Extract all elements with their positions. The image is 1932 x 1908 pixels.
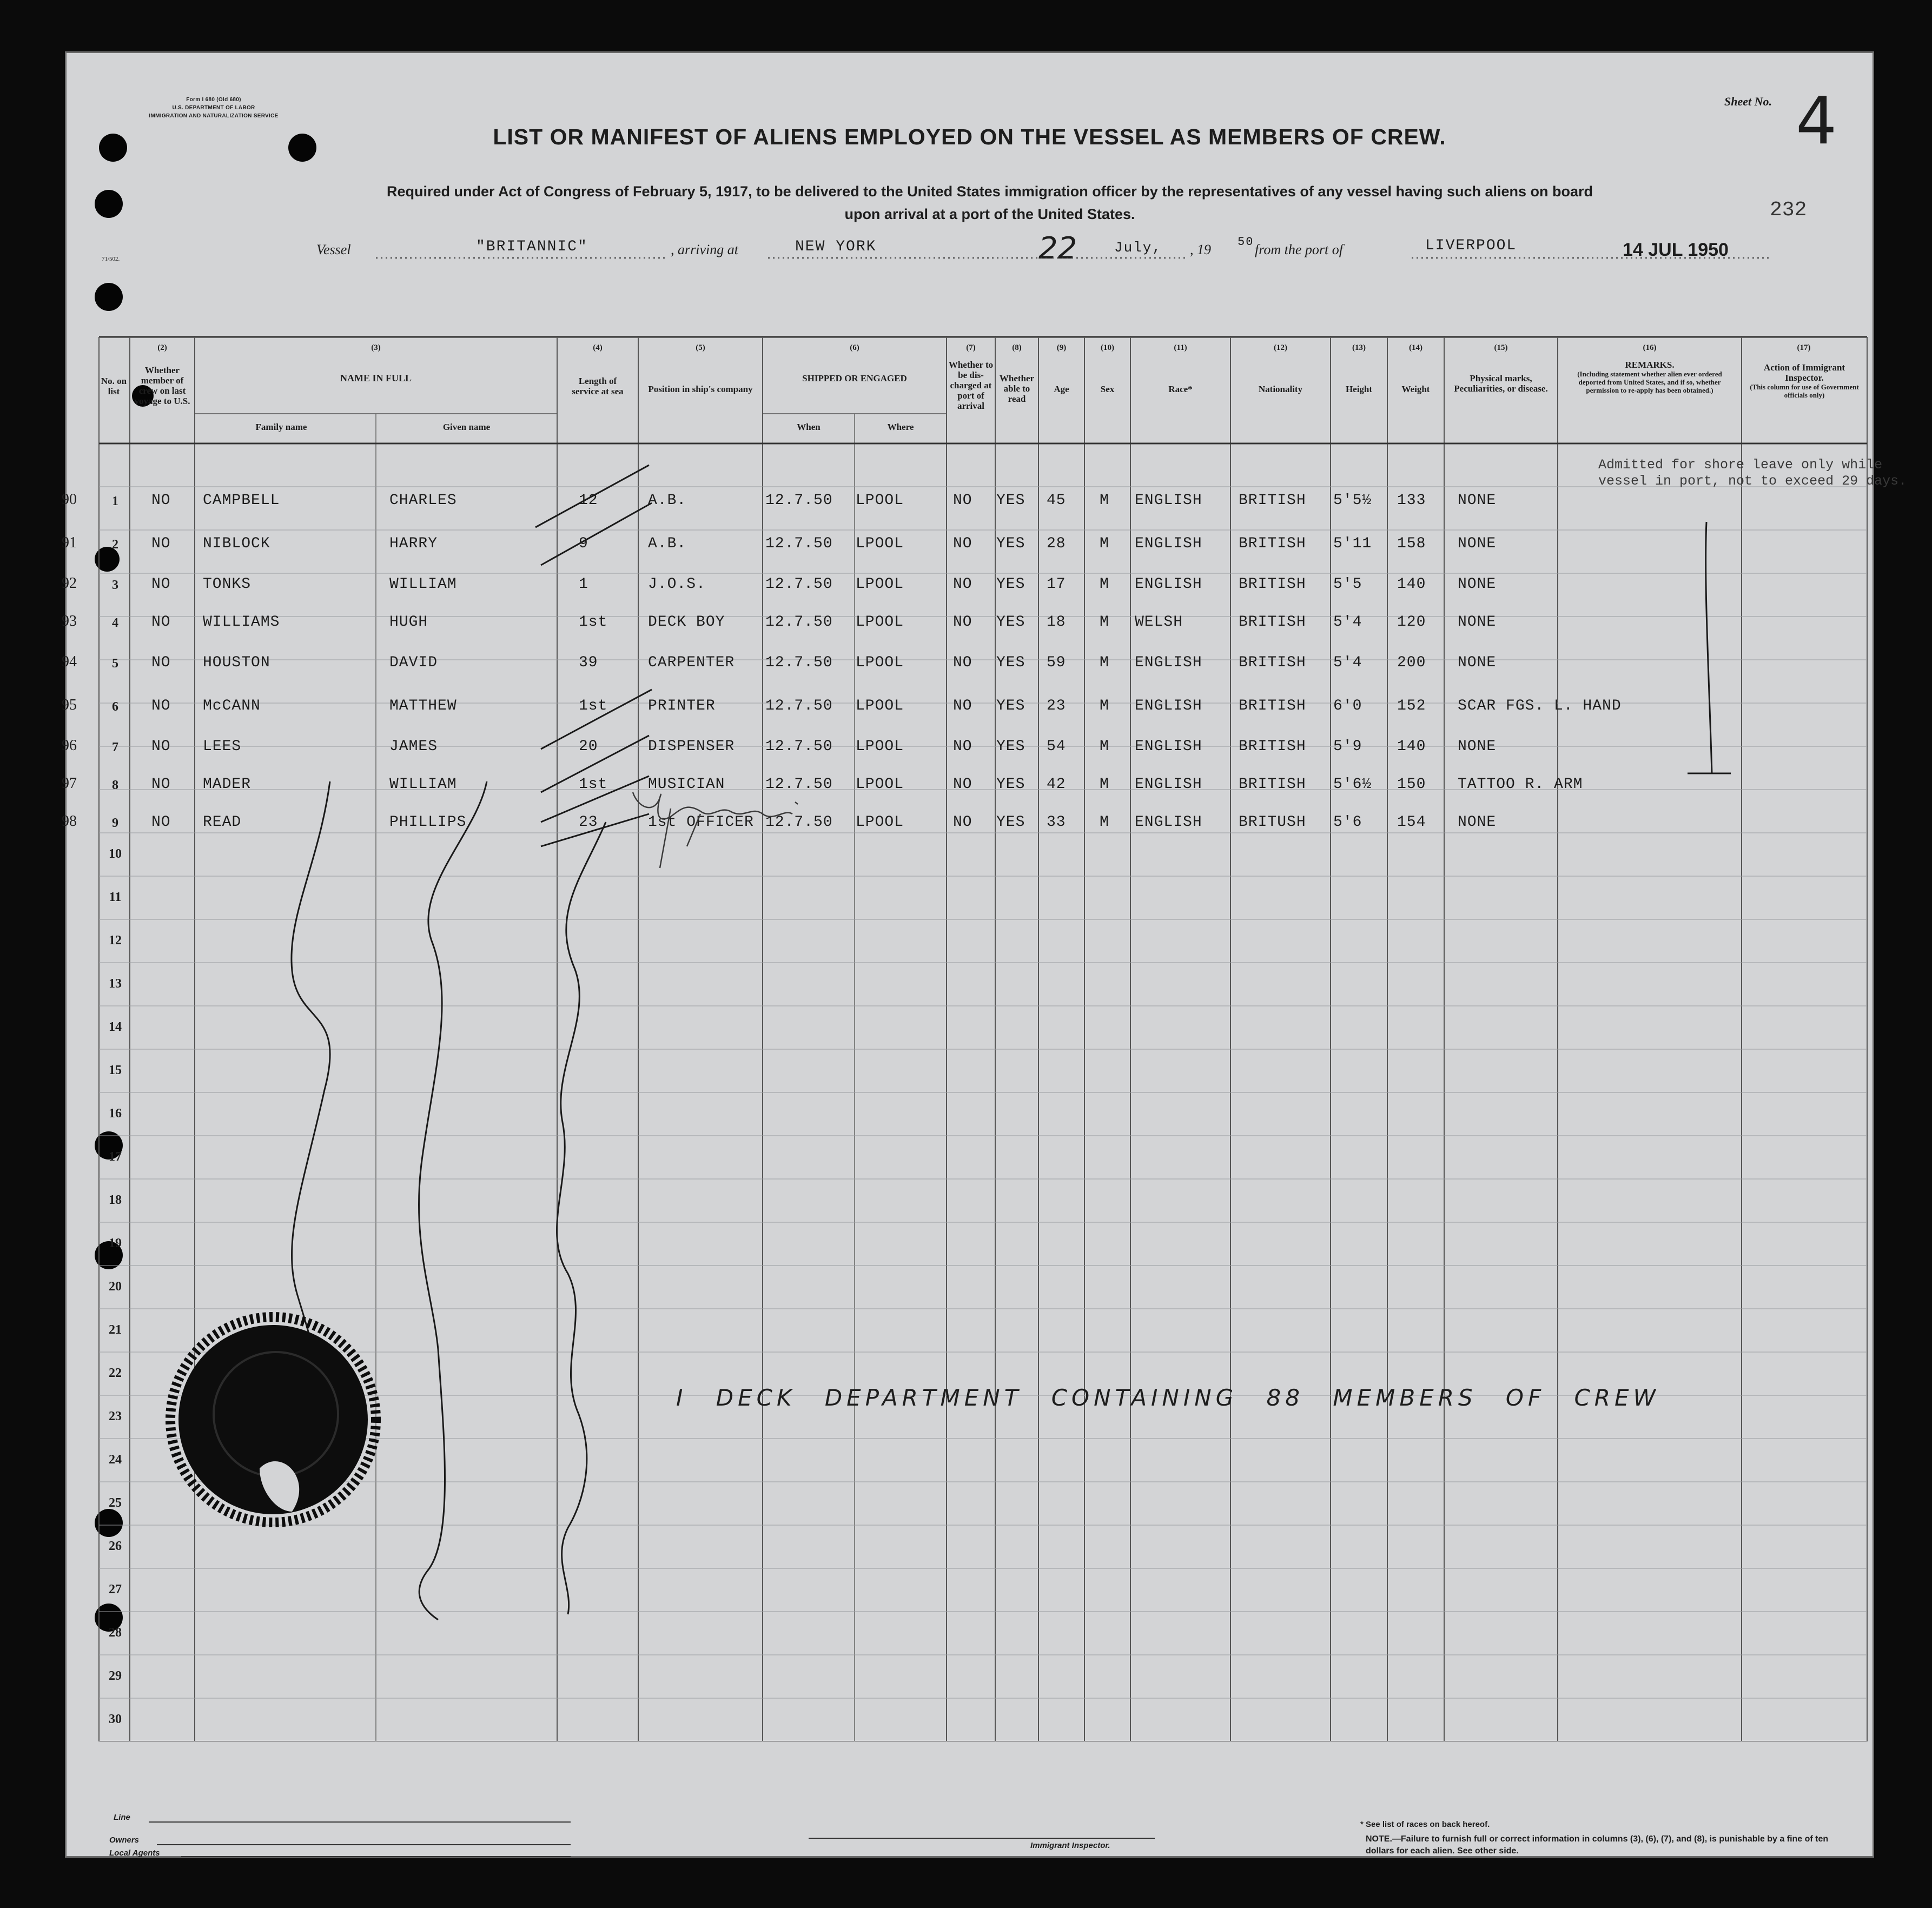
discharged-cell: NO: [953, 814, 972, 831]
col-num-6: (6): [850, 343, 859, 352]
service-length-cell: 1st: [579, 698, 608, 714]
given-name-cell: PHILLIPS: [389, 814, 467, 831]
able-to-read-cell: YES: [996, 776, 1025, 793]
empty-row-number: 24: [109, 1453, 122, 1467]
weight-cell: 200: [1397, 654, 1426, 671]
row-number: 2: [112, 538, 118, 552]
empty-row-number: 22: [109, 1366, 122, 1380]
row-number: 1: [112, 494, 118, 508]
empty-row-number: 17: [109, 1150, 122, 1164]
family-name-cell: HOUSTON: [203, 654, 270, 671]
sex-cell: M: [1100, 738, 1109, 755]
nationality-cell: BRITUSH: [1239, 814, 1306, 831]
discharged-cell: NO: [953, 492, 972, 509]
empty-row-number: 20: [109, 1280, 122, 1294]
service-length-cell: 12: [579, 492, 598, 509]
deck-department-note: I DECK DEPARTMENT CONTAINING 88 MEMBERS OF CREW: [676, 1384, 1660, 1411]
age-cell: 54: [1047, 738, 1066, 755]
position-cell: DISPENSER: [648, 738, 735, 755]
header-no-on-list: No. on list: [101, 376, 127, 396]
sex-cell: M: [1100, 698, 1109, 714]
age-cell: 33: [1047, 814, 1066, 831]
shipped-date-cell: 12.7.50: [765, 654, 833, 671]
nationality-cell: BRITISH: [1239, 654, 1306, 671]
age-cell: 45: [1047, 492, 1066, 509]
footer-races-note: * See list of races on back hereof.: [1360, 1820, 1490, 1829]
last-voyage-cell: NO: [151, 698, 171, 714]
col-num-7: (7): [966, 343, 976, 352]
col-num-2: (2): [157, 343, 167, 352]
header-able-to-read: Whether able to read: [999, 373, 1035, 404]
margin-number: 90: [62, 491, 77, 508]
margin-number: 94: [62, 653, 77, 670]
service-length-cell: 1st: [579, 614, 608, 631]
sex-cell: M: [1100, 576, 1109, 593]
position-cell: DECK BOY: [648, 614, 725, 631]
footer-line-rule: [149, 1821, 571, 1823]
header-when: When: [797, 422, 821, 432]
shipped-where-cell: LPOOL: [856, 776, 904, 793]
shipped-date-cell: 12.7.50: [765, 814, 833, 831]
sheet-number-value: 4: [1796, 84, 1837, 159]
sex-cell: M: [1100, 535, 1109, 552]
footer-inspector-label: Immigrant Inspector.: [1030, 1841, 1110, 1850]
margin-number: 91: [62, 534, 77, 551]
col-num-12: (12): [1274, 343, 1287, 352]
header-nationality: Nationality: [1258, 384, 1303, 394]
race-cell: ENGLISH: [1135, 698, 1202, 714]
header-sex: Sex: [1100, 384, 1115, 394]
nationality-cell: BRITISH: [1239, 492, 1306, 509]
row-number: 5: [112, 657, 118, 671]
empty-row-number: 28: [109, 1626, 122, 1640]
family-name-cell: READ: [203, 814, 242, 831]
header-position: Position in ship's company: [648, 384, 753, 394]
col-num-8: (8): [1012, 343, 1022, 352]
header-family-name: Family name: [255, 422, 307, 432]
empty-row-number: 21: [109, 1323, 122, 1337]
page-title: LIST OR MANIFEST OF ALIENS EMPLOYED ON THE VESSEL AS MEMBERS OF CREW.: [493, 124, 1446, 149]
col-num-15: (15): [1494, 343, 1508, 352]
nationality-cell: BRITISH: [1239, 738, 1306, 755]
service-length-cell: 9: [579, 535, 588, 552]
header-race: Race*: [1168, 384, 1193, 394]
seal-icon: [170, 1317, 376, 1522]
position-cell: J.O.S.: [648, 576, 706, 593]
vessel-name: "BRITANNIC": [476, 239, 588, 255]
nationality-cell: BRITISH: [1239, 698, 1306, 714]
physical-marks-cell: NONE: [1458, 814, 1497, 831]
header-inspector-title: Action of Immigrant Inspector.: [1763, 362, 1845, 383]
race-cell: ENGLISH: [1135, 535, 1202, 552]
margin-number: 95: [62, 697, 77, 713]
last-voyage-cell: NO: [151, 814, 171, 831]
family-name-cell: WILLIAMS: [203, 614, 280, 631]
header-name-in-full: NAME IN FULL: [340, 373, 412, 383]
col-num-10: (10): [1101, 343, 1114, 352]
shipped-where-cell: LPOOL: [856, 698, 904, 714]
age-cell: 17: [1047, 576, 1066, 593]
shipped-where-cell: LPOOL: [856, 738, 904, 755]
header-discharged: Whether to be dis-charged at port of arrival: [948, 360, 994, 411]
position-cell: MUSICIAN: [648, 776, 725, 793]
header-where: Where: [887, 422, 914, 432]
race-cell: ENGLISH: [1135, 654, 1202, 671]
header-physical-marks: Physical marks, Peculiarities, or disease.: [1454, 373, 1548, 394]
last-voyage-cell: NO: [151, 738, 171, 755]
last-voyage-cell: NO: [151, 576, 171, 593]
physical-marks-cell: TATTOO R. ARM: [1458, 776, 1583, 793]
race-cell: ENGLISH: [1135, 492, 1202, 509]
age-cell: 23: [1047, 698, 1066, 714]
empty-row-number: 19: [109, 1236, 122, 1250]
height-cell: 5'4: [1333, 614, 1362, 631]
sex-cell: M: [1100, 492, 1109, 509]
sex-cell: M: [1100, 814, 1109, 831]
margin-number: 97: [62, 775, 77, 792]
given-name-cell: WILLIAM: [389, 576, 457, 593]
subtitle-line-1: Required under Act of Congress of February 5, 1917, to be delivered to the United States immigration officer by the representatives of any vessel having such aliens on board: [386, 183, 1593, 200]
given-name-cell: WILLIAM: [389, 776, 457, 793]
physical-marks-cell: NONE: [1458, 576, 1497, 593]
row-number: 4: [112, 616, 118, 630]
service-length-cell: 23: [579, 814, 598, 831]
able-to-read-cell: YES: [996, 814, 1025, 831]
year-prefix: , 19: [1190, 242, 1211, 257]
last-voyage-cell: NO: [151, 535, 171, 552]
shipped-where-cell: LPOOL: [856, 576, 904, 593]
height-cell: 6'0: [1333, 698, 1362, 714]
shipped-date-cell: 12.7.50: [765, 576, 833, 593]
able-to-read-cell: YES: [996, 535, 1025, 552]
footer-agents-rule: [181, 1856, 571, 1857]
footer-local-agents-label: Local Agents: [109, 1849, 160, 1858]
footer-owners-rule: [157, 1844, 571, 1845]
height-cell: 5'6½: [1333, 776, 1372, 793]
empty-row-number: 26: [109, 1539, 122, 1553]
discharged-cell: NO: [953, 738, 972, 755]
service-name: IMMIGRATION AND NATURALIZATION SERVICE: [149, 113, 279, 119]
position-cell: A.B.: [648, 535, 687, 552]
shipped-where-cell: LPOOL: [856, 492, 904, 509]
footer-line-label: Line: [114, 1813, 130, 1822]
nationality-cell: BRITISH: [1239, 776, 1306, 793]
race-cell: WELSH: [1135, 614, 1183, 631]
position-cell: 1st OFFICER: [648, 814, 754, 831]
able-to-read-cell: YES: [996, 492, 1025, 509]
given-name-cell: JAMES: [389, 738, 438, 755]
age-cell: 42: [1047, 776, 1066, 793]
family-name-cell: NIBLOCK: [203, 535, 270, 552]
weight-cell: 133: [1397, 492, 1426, 509]
able-to-read-cell: YES: [996, 614, 1025, 631]
family-name-cell: CAMPBELL: [203, 492, 280, 509]
shipped-date-cell: 12.7.50: [765, 698, 833, 714]
empty-row-number: 16: [109, 1107, 122, 1121]
department-name: U.S. DEPARTMENT OF LABOR: [172, 105, 255, 111]
shipped-date-cell: 12.7.50: [765, 738, 833, 755]
given-name-cell: HUGH: [389, 614, 428, 631]
height-cell: 5'9: [1333, 738, 1362, 755]
col-num-14: (14): [1409, 343, 1422, 352]
weight-cell: 120: [1397, 614, 1426, 631]
physical-marks-cell: NONE: [1458, 614, 1497, 631]
height-cell: 5'11: [1333, 535, 1372, 552]
row-number: 8: [112, 778, 118, 792]
able-to-read-cell: YES: [996, 738, 1025, 755]
margin-number: 93: [62, 613, 77, 630]
margin-number: 96: [62, 737, 77, 754]
able-to-read-cell: YES: [996, 654, 1025, 671]
header-given-name: Given name: [442, 422, 491, 432]
sex-cell: M: [1100, 654, 1109, 671]
service-length-cell: 20: [579, 738, 598, 755]
col-num-17: (17): [1797, 343, 1811, 352]
discharged-cell: NO: [953, 698, 972, 714]
header-weight: Weight: [1401, 384, 1430, 394]
empty-row-number: 30: [109, 1712, 122, 1726]
header-height: Height: [1345, 384, 1373, 394]
empty-row-number: 25: [109, 1496, 122, 1510]
vessel-label: Vessel: [316, 242, 351, 257]
manifest-sheet: [62, 51, 1907, 1858]
row-number: 6: [112, 700, 118, 714]
given-name-cell: CHARLES: [389, 492, 457, 509]
subtitle-line-2: upon arrival at a port of the United States.: [844, 206, 1135, 222]
header-inspector-note: (This column for use of Government officials only): [1750, 383, 1859, 399]
row-number: 3: [112, 578, 118, 592]
last-voyage-cell: NO: [151, 492, 171, 509]
able-to-read-cell: YES: [996, 698, 1025, 714]
col-num-5: (5): [696, 343, 705, 352]
remarks-shore-leave: Admitted for shore leave only while vessel in port, not to exceed 29 days.: [1598, 457, 1907, 489]
shipped-where-cell: LPOOL: [856, 654, 904, 671]
empty-row-number: 29: [109, 1669, 122, 1683]
footer: [65, 1741, 1874, 1858]
position-cell: CARPENTER: [648, 654, 735, 671]
shipped-date-cell: 12.7.50: [765, 614, 833, 631]
stamp-number: 232: [1770, 198, 1807, 222]
col-num-16: (16): [1643, 343, 1657, 352]
arrival-port: NEW YORK: [795, 239, 877, 255]
footer-penalty-note: NOTE.—Failure to furnish full or correct information in columns (3), (6), (7), and (8), is punishable by a fine of ten dollars for each alien. See other side.: [1366, 1834, 1829, 1856]
discharged-cell: NO: [953, 654, 972, 671]
empty-row-number: 27: [109, 1582, 122, 1596]
empty-row-number: 10: [109, 847, 122, 861]
col-num-9: (9): [1056, 343, 1067, 352]
given-name-cell: HARRY: [389, 535, 438, 552]
family-name-cell: McCANN: [203, 698, 261, 714]
arriving-label: , arriving at: [671, 242, 738, 257]
shipped-where-cell: LPOOL: [856, 614, 904, 631]
arrival-day: 22: [1038, 231, 1077, 266]
age-cell: 28: [1047, 535, 1066, 552]
col-num-13: (13): [1352, 343, 1366, 352]
col-num-3: (3): [371, 343, 381, 352]
shipped-where-cell: LPOOL: [856, 814, 904, 831]
arrival-month: July,: [1114, 240, 1162, 256]
able-to-read-cell: YES: [996, 576, 1025, 593]
service-length-cell: 1st: [579, 776, 608, 793]
row-number: 7: [112, 740, 118, 754]
position-cell: A.B.: [648, 492, 687, 509]
empty-row-number: 11: [109, 890, 122, 904]
discharged-cell: NO: [953, 776, 972, 793]
position-cell: PRINTER: [648, 698, 716, 714]
race-cell: ENGLISH: [1135, 738, 1202, 755]
nationality-cell: BRITISH: [1239, 576, 1306, 593]
last-voyage-cell: NO: [151, 614, 171, 631]
discharged-cell: NO: [953, 576, 972, 593]
pen-marks: [65, 51, 1874, 1858]
empty-row-number: 23: [109, 1409, 122, 1423]
last-voyage-cell: NO: [151, 776, 171, 793]
weight-cell: 140: [1397, 576, 1426, 593]
form-ref: 71/502.: [102, 256, 120, 262]
sheet-number-label: Sheet No.: [1724, 95, 1772, 108]
year-suffix: 50: [1238, 235, 1254, 249]
age-cell: 59: [1047, 654, 1066, 671]
physical-marks-cell: NONE: [1458, 492, 1497, 509]
height-cell: 5'5: [1333, 576, 1362, 593]
header-remarks-note: (Including statement whether alien ever ordered deported from United States, and if so, whether permission to re-apply has been obtained.): [1577, 370, 1722, 394]
inspector-signature-rule: [809, 1838, 1155, 1839]
col-num-11: (11): [1174, 343, 1187, 352]
departure-port: LIVERPOOL: [1425, 237, 1517, 254]
shipped-date-cell: 12.7.50: [765, 535, 833, 552]
header-last-voyage: Whether member of crew on last voyage to U.S.: [134, 365, 190, 406]
physical-marks-cell: NONE: [1458, 738, 1497, 755]
physical-marks-cell: NONE: [1458, 535, 1497, 552]
header-shipped-engaged: SHIPPED OR ENGAGED: [802, 373, 907, 383]
shipped-where-cell: LPOOL: [856, 535, 904, 552]
given-name-cell: DAVID: [389, 654, 438, 671]
sex-cell: M: [1100, 776, 1109, 793]
shipped-date-cell: 12.7.50: [765, 776, 833, 793]
race-cell: ENGLISH: [1135, 776, 1202, 793]
service-length-cell: 1: [579, 576, 588, 593]
sex-cell: M: [1100, 614, 1109, 631]
family-name-cell: LEES: [203, 738, 242, 755]
date-stamp: 14 JUL 1950: [1623, 240, 1729, 260]
weight-cell: 152: [1397, 698, 1426, 714]
age-cell: 18: [1047, 614, 1066, 631]
weight-cell: 140: [1397, 738, 1426, 755]
nationality-cell: BRITISH: [1239, 535, 1306, 552]
header-length-service: Length of service at sea: [572, 376, 624, 396]
race-cell: ENGLISH: [1135, 576, 1202, 593]
weight-cell: 158: [1397, 535, 1426, 552]
empty-row-number: 18: [109, 1193, 122, 1207]
height-cell: 5'4: [1333, 654, 1362, 671]
discharged-cell: NO: [953, 614, 972, 631]
col-num-4: (4): [593, 343, 603, 352]
physical-marks-cell: NONE: [1458, 654, 1497, 671]
nationality-cell: BRITISH: [1239, 614, 1306, 631]
height-cell: 5'6: [1333, 814, 1362, 831]
from-port-label: from the port of: [1255, 242, 1343, 257]
family-name-cell: TONKS: [203, 576, 252, 593]
empty-row-number: 14: [109, 1020, 122, 1034]
discharged-cell: NO: [953, 535, 972, 552]
weight-cell: 154: [1397, 814, 1426, 831]
race-cell: ENGLISH: [1135, 814, 1202, 831]
row-number: 9: [112, 816, 118, 830]
header-remarks-title: REMARKS.: [1625, 360, 1675, 370]
shipped-date-cell: 12.7.50: [765, 492, 833, 509]
empty-row-number: 12: [109, 933, 122, 948]
header-age: Age: [1054, 384, 1069, 394]
margin-number: 92: [62, 575, 77, 592]
service-length-cell: 39: [579, 654, 598, 671]
given-name-cell: MATTHEW: [389, 698, 457, 714]
last-voyage-cell: NO: [151, 654, 171, 671]
weight-cell: 150: [1397, 776, 1426, 793]
form-number: Form I 680 (Old 680): [186, 97, 241, 103]
family-name-cell: MADER: [203, 776, 252, 793]
physical-marks-cell: SCAR FGS. L. HAND: [1458, 698, 1622, 714]
height-cell: 5'5½: [1333, 492, 1372, 509]
empty-row-number: 13: [109, 977, 122, 991]
footer-owners-label: Owners: [109, 1836, 140, 1845]
empty-row-number: 15: [109, 1063, 122, 1077]
margin-number: 98: [62, 813, 77, 830]
